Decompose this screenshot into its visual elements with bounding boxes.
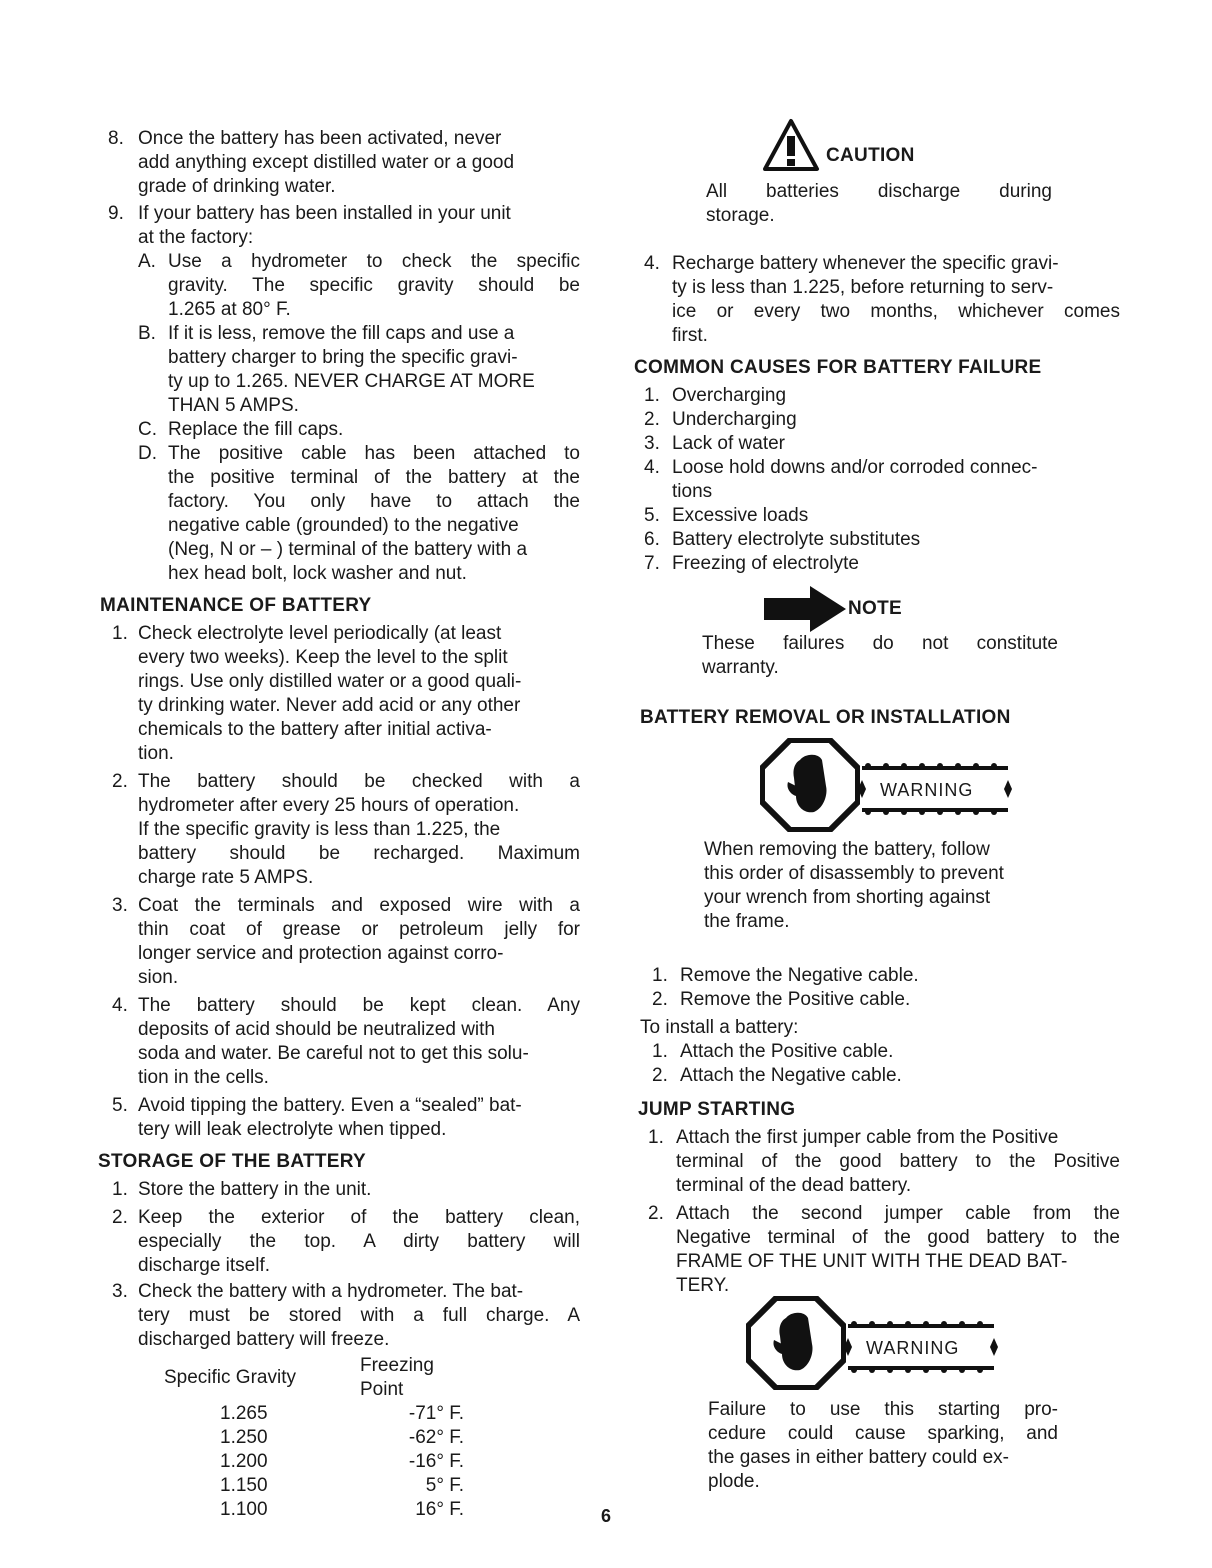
list-item (644, 384, 1120, 408)
item-letter: D. (138, 443, 157, 464)
item-text: Avoid tipping the battery. Even a “sealed” bat- tery will leak electrolyte when tipped. (138, 1095, 522, 1140)
warning-text: Failure to use this starting pro- cedure could cause sparking, and the gases in either battery could ex- plode. (708, 1399, 1058, 1492)
item-number: 2. (648, 1203, 664, 1224)
item-number: 1. (652, 965, 668, 986)
list-item (652, 964, 1112, 988)
table-cell: -71° F. (408, 1403, 464, 1424)
item-number: 4. (644, 253, 660, 274)
table-row (164, 1450, 464, 1474)
item-letter: A. (138, 251, 156, 272)
table-row (164, 1402, 464, 1426)
list-item (138, 442, 580, 586)
item-letter: C. (138, 419, 157, 440)
item-number: 2. (652, 1065, 668, 1086)
item-number: 1. (648, 1127, 664, 1148)
item-text: Replace the fill caps. (168, 419, 344, 440)
list-item (644, 252, 1120, 348)
list-item (644, 456, 1120, 504)
list-item (112, 1178, 580, 1202)
list-item (108, 127, 582, 199)
item-number: 1. (644, 385, 660, 406)
item-number: 3. (644, 433, 660, 454)
item-text: The battery should be checked with a hydrometer after every 25 hours of operation. If the specific gravity is less than 1.225, the battery should be recharged. Maximum charge rate 5 AMPS. (138, 771, 580, 888)
list-item (644, 504, 1120, 528)
list-item (652, 1064, 1112, 1088)
item-number: 1. (112, 1179, 128, 1200)
caution-triangle-icon (762, 118, 820, 172)
item-number: 9. (108, 203, 124, 224)
list-item (648, 1126, 1120, 1198)
item-text: Lack of water (672, 433, 785, 454)
list-item (138, 250, 580, 322)
table-header: Specific Gravity (164, 1367, 296, 1388)
install-intro: To install a battery: (640, 1017, 799, 1038)
warning-hand-octagon-icon (746, 1296, 846, 1390)
table-row (164, 1474, 464, 1498)
item-text: Remove the Negative cable. (680, 965, 919, 986)
item-text: Check the battery with a hydrometer. The bat- tery must be stored with a full charge. A discharged battery will freeze. (138, 1281, 580, 1350)
section-heading: STORAGE OF THE BATTERY (98, 1151, 367, 1172)
list-item (644, 552, 1120, 576)
item-number: 2. (644, 409, 660, 430)
list-item (112, 770, 580, 890)
item-text: The battery should be kept clean. Any deposits of acid should be neutralized with soda and water. Be careful not to get this solu- tion in the cells. (138, 995, 580, 1088)
item-letter: B. (138, 323, 156, 344)
item-number: 3. (112, 1281, 128, 1302)
item-text: If your battery has been installed in your unit at the factory: (138, 203, 511, 248)
item-text: Coat the terminals and exposed wire with a thin coat of grease or petroleum jelly for longer service and protection against corro- sion. (138, 895, 580, 988)
warning-label: WARNING (866, 1338, 960, 1358)
item-number: 3. (112, 895, 128, 916)
item-text: Loose hold downs and/or corroded connec- tions (672, 457, 1038, 502)
item-text: Battery electrolyte substitutes (672, 529, 921, 550)
list-item (112, 1206, 580, 1278)
item-number: 2. (652, 989, 668, 1010)
item-text: Keep the exterior of the battery clean, especially the top. A dirty battery will discharge itself. (138, 1207, 580, 1276)
item-text: Excessive loads (672, 505, 809, 526)
page-number: 6 (600, 1506, 611, 1526)
list-item (112, 622, 580, 766)
note-arrow-icon (764, 586, 846, 632)
caution-text: All batteries discharge during storage. (706, 181, 1052, 226)
freezing-point-table (164, 1354, 464, 1522)
warning-label: WARNING (880, 780, 974, 800)
item-number: 4. (644, 457, 660, 478)
list-item (644, 528, 1120, 552)
table-cell: -62° F. (408, 1427, 464, 1448)
item-text: Attach the second jumper cable from the Negative terminal of the good battery to the FRAME OF THE UNIT WITH THE DEAD BAT- TERY. (676, 1203, 1120, 1296)
table-cell: 1.150 (220, 1475, 268, 1496)
item-text: Freezing of electrolyte (672, 553, 859, 574)
note-text: These failures do not constitute warranty. (702, 633, 1058, 678)
list-item (644, 408, 1120, 432)
item-text: The positive cable has been attached to the positive terminal of the battery at the factory. You only have to attach the negative cable (grounded) to the negative (Neg, N or – ) terminal of the battery with a hex head bolt, lock washer and nut. (168, 443, 580, 584)
note-label: NOTE (848, 598, 902, 619)
table-cell: 1.100 (220, 1499, 268, 1520)
item-text: Recharge battery whenever the specific gravi- ty is less than 1.225, before returning to serv- ice or every two months, whichever comes first. (672, 253, 1120, 346)
list-item (652, 1040, 1112, 1064)
list-item (112, 1094, 580, 1142)
table-cell: 1.265 (220, 1403, 268, 1424)
section-heading: MAINTENANCE OF BATTERY (100, 595, 372, 616)
list-item (112, 994, 580, 1090)
item-number: 8. (108, 128, 124, 149)
item-number: 2. (112, 1207, 128, 1228)
item-text: Store the battery in the unit. (138, 1179, 372, 1200)
section-heading: COMMON CAUSES FOR BATTERY FAILURE (634, 357, 1042, 378)
item-number: 1. (112, 623, 128, 644)
item-text: If it is less, remove the fill caps and use a battery charger to bring the specific gravi- ty up to 1.265. NEVER CHARGE AT MORE THAN 5 AMPS. (168, 323, 535, 416)
warning-text: When removing the battery, follow this order of disassembly to prevent your wrench from shorting against the frame. (704, 839, 1004, 932)
list-item (138, 418, 580, 442)
item-text: Use a hydrometer to check the specific gravity. The specific gravity should be 1.265 at 80° F. (168, 251, 580, 320)
warning-hand-octagon-icon (760, 738, 860, 832)
item-number: 2. (112, 771, 128, 792)
item-number: 5. (644, 505, 660, 526)
table-cell: -16° F. (408, 1451, 464, 1472)
list-item (108, 202, 582, 250)
list-item (648, 1202, 1120, 1298)
table-header: Freezing Point (360, 1355, 434, 1400)
section-heading: JUMP STARTING (638, 1099, 796, 1120)
list-item (112, 894, 580, 990)
item-text: Undercharging (672, 409, 797, 430)
caution-label: CAUTION (826, 145, 915, 166)
list-item (138, 322, 580, 418)
table-cell: 5° F. (425, 1475, 464, 1496)
item-text: Overcharging (672, 385, 787, 406)
list-item (652, 988, 1112, 1012)
table-cell: 16° F. (415, 1499, 464, 1520)
table-cell: 1.250 (220, 1427, 268, 1448)
table-row (164, 1426, 464, 1450)
item-number: 5. (112, 1095, 128, 1116)
table-header-row (164, 1354, 464, 1402)
list-item (644, 432, 1120, 456)
item-text: Attach the Negative cable. (680, 1065, 902, 1086)
item-number: 7. (644, 553, 660, 574)
list-item (112, 1280, 580, 1352)
item-text: Once the battery has been activated, never add anything except distilled water or a good grade of drinking water. (138, 128, 515, 197)
item-number: 4. (112, 995, 128, 1016)
item-text: Attach the first jumper cable from the Positive terminal of the good battery to the Positive terminal of the dead battery. (676, 1127, 1120, 1196)
item-number: 6. (644, 529, 660, 550)
item-text: Remove the Positive cable. (680, 989, 911, 1010)
table-cell: 1.200 (220, 1451, 268, 1472)
item-text: Check electrolyte level periodically (at least every two weeks). Keep the level to the split rings. Use only distilled water or a good quali- ty drinking water. Never add acid or any other chemicals to the battery after initial activa- tion. (138, 623, 522, 764)
section-heading: BATTERY REMOVAL OR INSTALLATION (640, 707, 1011, 728)
item-number: 1. (652, 1041, 668, 1062)
item-text: Attach the Positive cable. (680, 1041, 894, 1062)
